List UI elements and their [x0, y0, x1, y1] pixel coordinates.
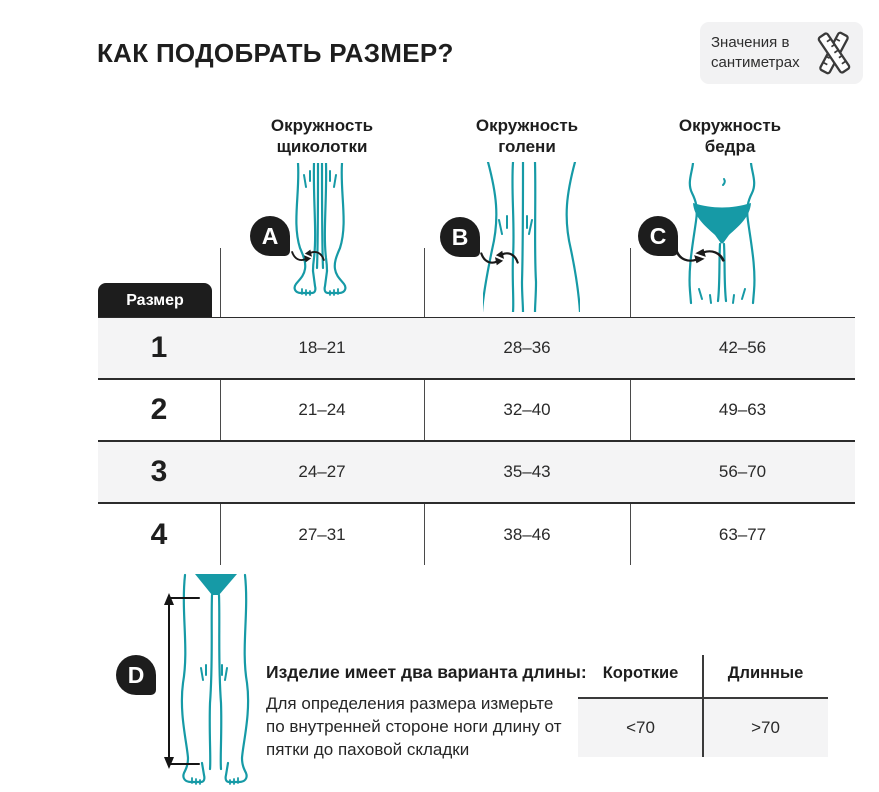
table-row — [98, 318, 855, 380]
ankle-value-cell: 27–31 — [298, 525, 346, 544]
calf-value-cell: 38–46 — [503, 525, 551, 544]
circumference-arrow-icon — [289, 247, 327, 265]
column-header-calf: Окружность голени — [475, 116, 579, 156]
column-header-hip: Окружность бедра — [678, 116, 782, 156]
length-instruction-text: Для определения размера измерьте по внутренней стороне ноги длину от пятки до паховой складки — [266, 694, 562, 759]
page-title: КАК ПОДОБРАТЬ РАЗМЕР? — [97, 38, 454, 68]
column-header-ankle: Окружность щиколотки — [270, 116, 374, 156]
units-badge — [700, 22, 863, 84]
hip-figure-illustration — [683, 163, 761, 305]
hip-value-cell: 63–77 — [718, 525, 767, 544]
marker-b-badge: B — [440, 217, 480, 257]
length-table-vertical-divider — [702, 655, 704, 757]
ankle-legs-illustration — [290, 163, 350, 301]
length-variants-heading: Изделие имеет два варианта длины: — [266, 662, 587, 682]
calf-value-cell: 32–40 — [503, 400, 551, 419]
length-table-value-long: >70 — [751, 718, 780, 737]
size-cell: 4 — [150, 518, 168, 551]
calf-value-cell: 35–43 — [503, 462, 551, 481]
hip-value-cell: 49–63 — [718, 400, 767, 419]
length-measure-arrow — [162, 592, 202, 770]
length-table-header-short: Короткие — [602, 664, 679, 682]
marker-c-badge: C — [638, 216, 678, 256]
size-cell: 2 — [150, 393, 168, 426]
hip-value-cell: 42–56 — [718, 338, 767, 357]
units-badge-label: Значения в сантиметрах — [711, 34, 800, 71]
calf-value-cell: 28–36 — [503, 338, 551, 357]
circumference-arrow-icon — [477, 248, 522, 268]
calf-legs-illustration — [483, 162, 580, 312]
size-corner-label: Размер — [98, 283, 212, 318]
length-table-value-short: <70 — [626, 718, 655, 737]
ankle-value-cell: 24–27 — [298, 462, 346, 481]
length-table — [578, 655, 828, 757]
size-cell: 3 — [150, 455, 168, 488]
marker-d-badge: D — [116, 655, 156, 695]
length-table-header-long: Длинные — [727, 664, 804, 682]
table-row — [98, 442, 855, 504]
ankle-value-cell: 21–24 — [298, 400, 346, 419]
marker-a-badge: A — [250, 216, 290, 256]
hip-value-cell: 56–70 — [718, 462, 767, 481]
circumference-arrow-icon — [672, 246, 728, 266]
crossed-rulers-icon — [813, 29, 855, 77]
table-row — [98, 380, 855, 442]
table-row — [98, 504, 855, 566]
ankle-value-cell: 18–21 — [298, 338, 346, 357]
size-cell: 1 — [150, 331, 168, 364]
